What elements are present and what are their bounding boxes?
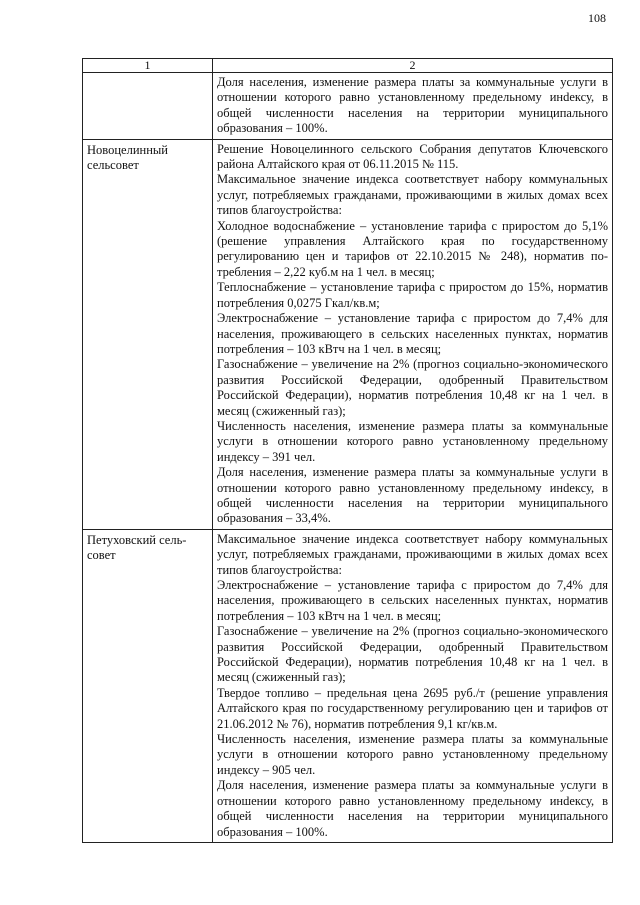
- paragraph: Решение Новоцелинного сельского Собрания депутатов Ключевского района Алтайского края от 06.11.2015 № 115.: [217, 141, 608, 172]
- row-municipality-name: [83, 73, 213, 140]
- paragraph: Электроснабжение – установление тарифа с приростом до 7,4% для населения, проживающего в сельских населенных пунктах, норматив потребления – 103 кВтч на 1 чел. в месяц;: [217, 578, 608, 623]
- paragraph: Электроснабжение – установление тарифа с приростом до 7,4% для населения, проживающего в сельских населенных пунктах, норматив потребления – 103 кВтч на 1 чел. в месяц;: [217, 311, 608, 356]
- paragraph: Твердое топливо – предельная цена 2695 руб./т (решение управления Алтайского края по государственному регулированию цен и тарифов от 21.06.2012 № 76), норматив потребления 9,1 кг/кв.м.: [217, 685, 608, 731]
- paragraph: Численность населения, изменение размера платы за коммунальные услуги в отношении которого равно установленному предельному индексу – 905 чел.: [217, 732, 608, 777]
- table-row-continuation: [83, 73, 613, 140]
- paragraph: Теплоснабжение – установление тарифа с приростом до 15%, норматив потребления 0,0275 Гкал/кв.м;: [217, 280, 608, 310]
- paragraph: Доля населения, изменение размера платы за коммунальные услуги в отношении которого равно установленному предельному инdексу, в общей численности населения на территории муниципального образования – 100%.: [217, 75, 608, 136]
- table-row-petukhovsky: [83, 529, 613, 842]
- row-content: [213, 529, 613, 842]
- paragraph: Доля населения, изменение размера платы за коммунальные услуги в отношении которого равно установленному предельному инdексу, в общей численности населения на территории муниципального образования – 33,4%.: [217, 465, 608, 526]
- municipal-tariff-table: [82, 58, 613, 843]
- page-number: 108: [588, 11, 606, 25]
- column-header-1: 1: [83, 59, 213, 73]
- paragraph: Максимальное значение индекса соответствует набору коммунальных услуг, потребляемых гражданами, проживающими в жилых домах всех типов благоустройства:: [217, 172, 608, 218]
- table-header-row: [83, 59, 613, 73]
- table-row-novotselinny: [83, 139, 613, 529]
- paragraph: Доля населения, изменение размера платы за коммунальные услуги в отношении которого равно установленному предельному инdексу, в общей численности населения на территории муниципального образования – 100%.: [217, 778, 608, 839]
- paragraph: Максимальное значение индекса соответствует набору коммунальных услуг, потребляемых гражданами, проживающими в жилых домах всех типов благоустройства:: [217, 531, 608, 577]
- paragraph: Газоснабжение – увеличение на 2% (прогноз социально-экономического развития Российской Федерации, одобренный Правительством Российской Федерации), норматив потребления 10,48 кг на 1 чел. в месяц (сжиженный газ);: [217, 357, 608, 418]
- row-content: [213, 73, 613, 140]
- paragraph: Численность населения, изменение размера платы за коммунальные услуги в отношении которого равно установленному предельному индексу – 391 чел.: [217, 418, 608, 464]
- row-municipality-name: Новоцелинный сельсовет: [83, 139, 213, 529]
- row-content: [213, 139, 613, 529]
- row-municipality-name: Петуховский сельсовет: [83, 529, 213, 842]
- paragraph: Холодное водоснабжение – установление тарифа с приростом до 5,1% (решение управления Алтайского края по государственному регулированию цен и тарифов от 22.10.2015 № 248), норматив потребления – 2,22 куб.м на 1 чел. в месяц;: [217, 218, 608, 279]
- paragraph: Газоснабжение – увеличение на 2% (прогноз социально-экономического развития Российской Федерации, одобренный Правительством Российской Федерации), норматив потребления 10,48 кг на 1 чел. в месяц (сжиженный газ);: [217, 624, 608, 685]
- column-header-2: 2: [213, 59, 613, 73]
